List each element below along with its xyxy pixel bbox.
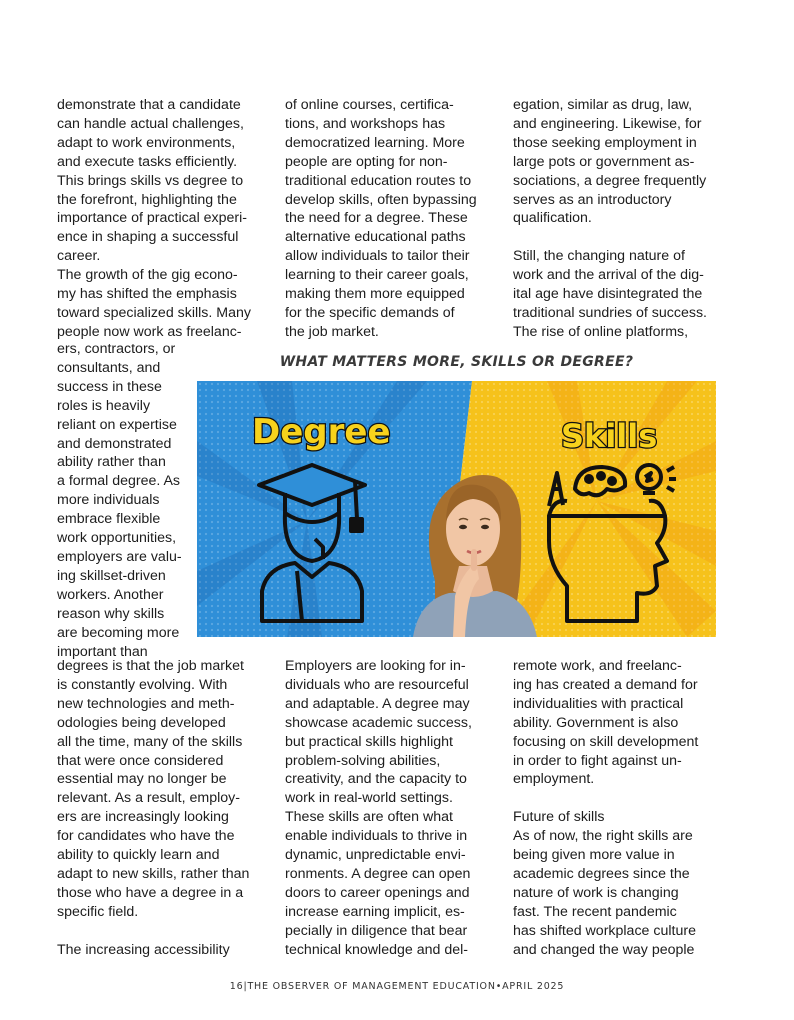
footer-separator: | — [243, 981, 248, 992]
text-line: and execute tasks efficiently. — [57, 153, 238, 170]
text-line: ability. Government is also — [513, 714, 679, 731]
text-line: people now work as freelanc- — [57, 323, 242, 340]
text-line: for the specific demands of — [285, 304, 455, 321]
text-line: consultants, and — [57, 359, 161, 376]
text-line: creativity, and the capacity to — [285, 771, 467, 788]
text-line: employment. — [513, 771, 595, 788]
text-line: demonstrate that a candidate — [57, 97, 241, 113]
text-line: the job market. — [285, 323, 379, 340]
text-line: tions, and workshops has — [285, 115, 446, 132]
text-line: those who have a degree in a — [57, 884, 244, 901]
skills-label: Skills — [561, 417, 658, 455]
text-line: my has shifted the emphasis — [57, 286, 237, 303]
text-line: odologies being developed — [57, 714, 226, 731]
column2-bottom-text — [285, 657, 495, 960]
text-line: those seeking employment in — [513, 134, 697, 151]
text-line: ers are increasingly looking — [57, 809, 229, 826]
text-line: new technologies and meth- — [57, 695, 235, 712]
text-line: adapt to new skills, rather than — [57, 865, 250, 882]
figure-title: WHAT MATTERS MORE, SKILLS OR DEGREE? — [279, 354, 634, 370]
text-line: more individuals — [57, 492, 160, 509]
text-line: The growth of the gig econo- — [57, 267, 238, 284]
text-line: showcase academic success, — [285, 714, 472, 731]
column1-wrap-text — [57, 340, 197, 661]
text-line: egation, similar as drug, law, — [513, 97, 693, 113]
text-line: academic degrees since the — [513, 865, 690, 882]
text-line: ital age have disintegrated the — [513, 286, 703, 303]
text-line: ing skillset-driven — [57, 567, 166, 584]
text-line — [57, 922, 267, 941]
text-line: people are opting for non- — [285, 153, 448, 170]
text-line: for candidates who have the — [57, 828, 235, 845]
text-line: that were once considered — [57, 752, 224, 769]
text-line: focusing on skill development — [513, 733, 699, 750]
text-line: career. — [57, 248, 101, 265]
text-line: embrace flexible — [57, 511, 161, 528]
publication-title: THE OBSERVER OF MANAGEMENT EDUCATION•APRIL 2025 — [247, 981, 565, 992]
text-line: The rise of online platforms, — [513, 323, 689, 340]
text-line: sociations, a degree frequently — [513, 172, 707, 189]
text-line: traditional education routes to — [285, 172, 472, 189]
text-line: Employers are looking for in- — [285, 658, 466, 674]
text-line: remote work, and freelanc- — [513, 658, 682, 674]
text-line: ronments. A degree can open — [285, 865, 471, 882]
text-line: reason why skills — [57, 605, 165, 622]
text-line: being given more value in — [513, 847, 675, 864]
degree-label: Degree — [252, 412, 391, 452]
text-line: and adaptable. A degree may — [285, 695, 470, 712]
text-line: technical knowledge and del- — [285, 941, 468, 958]
text-line: all the time, many of the skills — [57, 733, 243, 750]
text-line: roles is heavily — [57, 397, 151, 414]
text-line: specific field. — [57, 903, 139, 920]
text-line: but practical skills highlight — [285, 733, 453, 750]
text-line — [513, 789, 723, 808]
text-line: enable individuals to thrive in — [285, 828, 468, 845]
text-line: importance of practical experi- — [57, 210, 248, 227]
text-line: in order to fight against un- — [513, 752, 682, 769]
column1-top-text — [57, 96, 267, 342]
text-line: problem-solving abilities, — [285, 752, 441, 769]
text-line: adapt to work environments, — [57, 134, 236, 151]
text-line: nature of work is changing — [513, 884, 679, 901]
text-line: the forefront, highlighting the — [57, 191, 237, 208]
text-line: increase earning implicit, es- — [285, 903, 465, 920]
text-line: making them more equipped — [285, 286, 465, 303]
text-line: toward specialized skills. Many — [57, 304, 251, 321]
text-line: large pots or government as- — [513, 153, 695, 170]
text-line: is constantly evolving. With — [57, 676, 228, 693]
text-line: The increasing accessibility — [57, 941, 230, 958]
text-line: and demonstrated — [57, 435, 172, 452]
text-line: traditional sundries of success. — [513, 304, 707, 321]
column3-top-text — [513, 96, 723, 342]
text-line: and engineering. Likewise, for — [513, 115, 702, 132]
column1-bottom-text — [57, 657, 267, 959]
text-line: has shifted workplace culture — [513, 922, 696, 939]
text-line: doors to career openings and — [285, 884, 470, 901]
text-line: can handle actual challenges, — [57, 115, 244, 132]
text-line: qualification. — [513, 210, 592, 227]
column2-top-text — [285, 96, 495, 342]
text-line: the need for a degree. These — [285, 210, 468, 227]
text-line: work in real-world settings. — [285, 790, 453, 807]
text-line: alternative educational paths — [285, 229, 466, 246]
text-line: ers, contractors, or — [57, 341, 176, 357]
text-line: a formal degree. As — [57, 473, 181, 490]
text-line: Future of skills — [513, 809, 605, 826]
text-line: pecially in diligence that bear — [285, 922, 468, 939]
text-line: develop skills, often bypassing — [285, 191, 477, 208]
text-line: individualities with practical — [513, 695, 684, 712]
text-line: employers are valu- — [57, 548, 182, 565]
text-line: allow individuals to tailor their — [285, 248, 470, 265]
text-line: success in these — [57, 378, 162, 395]
text-line: of online courses, certifica- — [285, 97, 454, 113]
text-line: democratized learning. More — [285, 134, 465, 151]
text-line: fast. The recent pandemic — [513, 903, 677, 920]
text-line: relevant. As a result, employ- — [57, 790, 240, 807]
text-line: work and the arrival of the dig- — [513, 267, 704, 284]
column3-bottom-text — [513, 657, 723, 959]
text-line: essential may no longer be — [57, 771, 227, 788]
text-line: are becoming more — [57, 624, 180, 641]
text-line: serves as an introductory — [513, 191, 672, 208]
text-line: These skills are often what — [285, 809, 453, 826]
text-line — [513, 228, 723, 247]
text-line: workers. Another — [57, 586, 164, 603]
text-line: ability to quickly learn and — [57, 847, 220, 864]
text-line: dividuals who are resourceful — [285, 676, 469, 693]
text-line: ing has created a demand for — [513, 676, 698, 693]
text-line: important than — [57, 643, 148, 660]
page-number: 16 — [229, 981, 244, 992]
text-line: learning to their career goals, — [285, 267, 469, 284]
text-line: work opportunities, — [57, 530, 177, 547]
page-footer — [0, 981, 794, 992]
text-line: ence in shaping a successful — [57, 229, 239, 246]
text-line: This brings skills vs degree to — [57, 172, 244, 189]
text-line: Still, the changing nature of — [513, 248, 685, 265]
text-line: degrees is that the job market — [57, 658, 244, 674]
text-line: and changed the way people — [513, 941, 695, 958]
text-line: As of now, the right skills are — [513, 828, 693, 845]
text-line: reliant on expertise — [57, 416, 177, 433]
skills-vs-degree-illustration — [197, 381, 716, 637]
text-line: ability rather than — [57, 454, 166, 471]
text-line: dynamic, unpredictable envi- — [285, 847, 466, 864]
